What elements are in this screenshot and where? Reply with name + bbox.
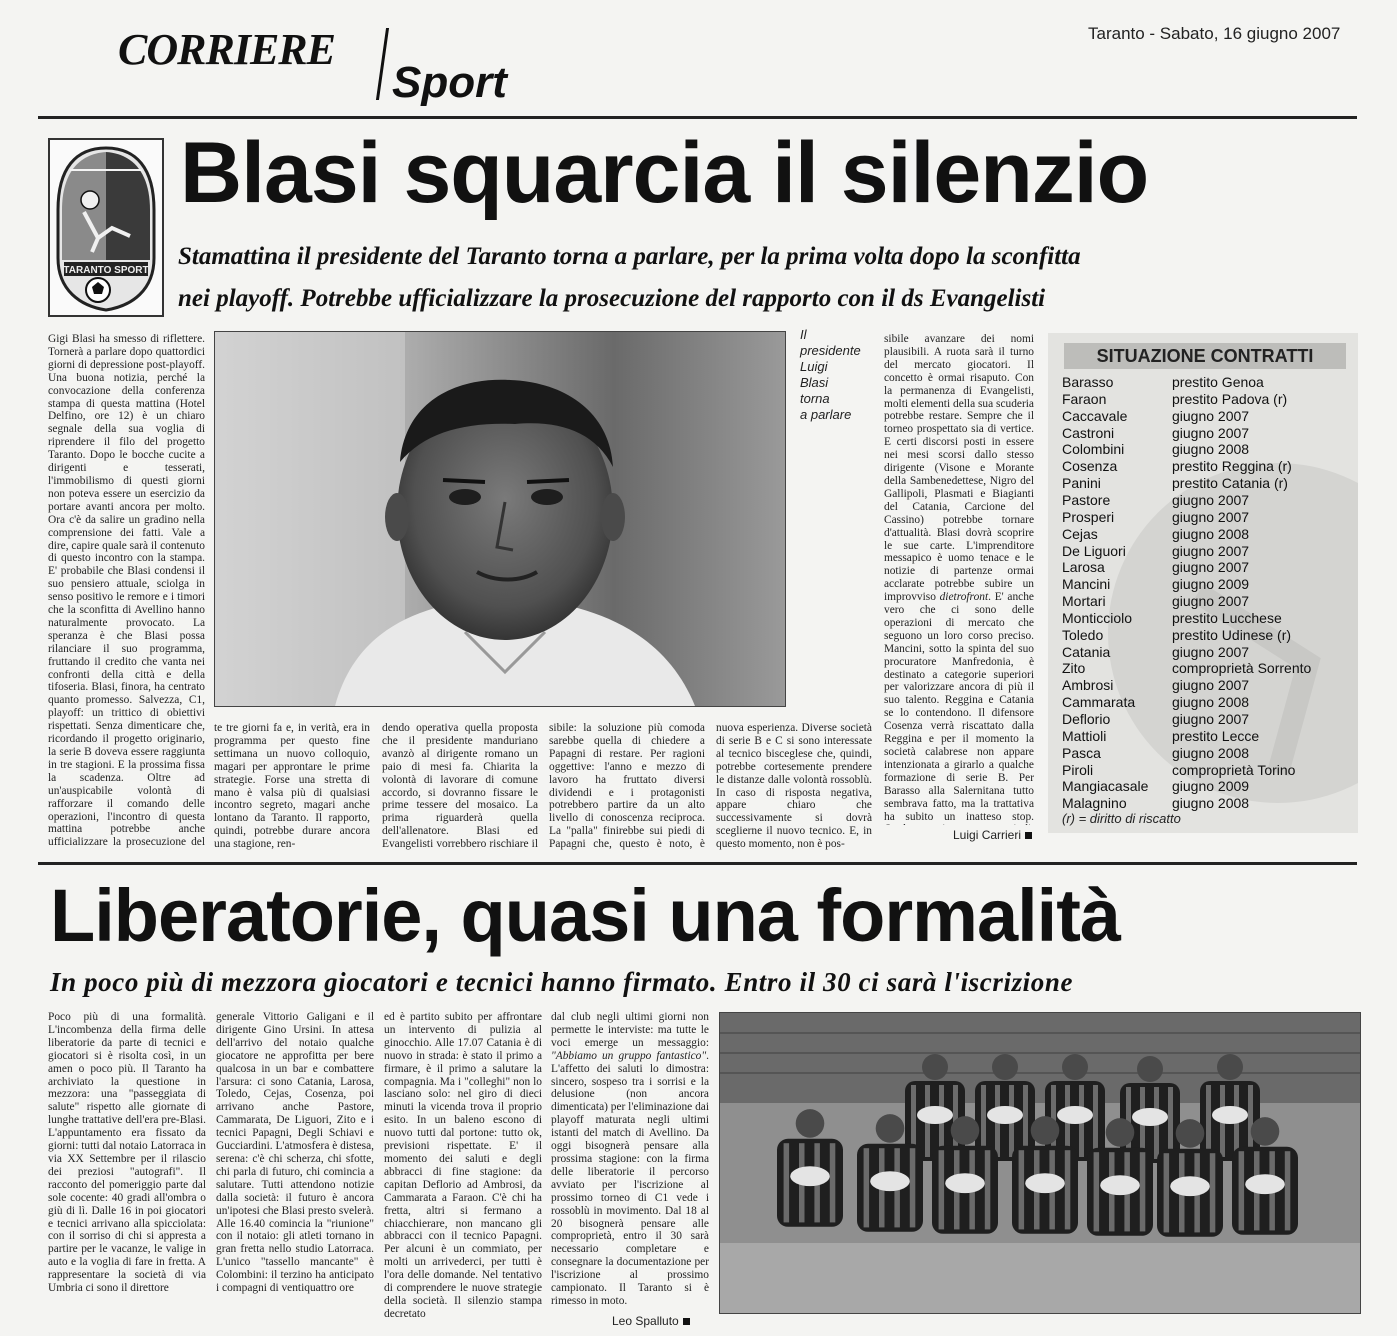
contract-status: giugno 2007 [1172, 542, 1250, 559]
contract-row [1062, 745, 1352, 762]
contract-status: giugno 2009 [1172, 576, 1250, 593]
contract-status: giugno 2008 [1172, 694, 1250, 711]
contract-row [1062, 694, 1352, 711]
byline-article1: Luigi Carrieri [953, 828, 1032, 842]
article1-column-4-text: sibile: la soluzione più comoda sarebbe quella di chiedere a Papagni di restare. Per ragioni oggettive: l'anno e mezzo di lavoro ha fruttato diversi dividendi e i protagonisti potrebbero partire da un alto livello di conoscenza reciproca. La "palla" finirebbe sui piedi di Papagni che, questo è noto, è [549, 722, 705, 850]
article2-column-4-text: dal club negli ultimi giorni non permette le interviste: ma tutte le voci emerge un messaggio: "Abbiamo un gruppo fantastico". L'affetto dei saluti lo dimostra: sincero, sospeso tra i sorrisi e la delusione (non ancora dimenticata) per l'eliminazione dai playoff maturata negli ultimi istanti del match di Avellino. Da oggi bisognerà pensare alla prossima stagione: con la firma delle liberatorie il percorso avviato per l'iscrizione al prossimo torneo di C1 vede i rossoblù in movimento. Dal 18 al 20 bisognerà pensare alle comproprietà, entro il 30 sarà necessario completare e consegnare la documentazione per l'iscrizione al prossimo campionato. Il Taranto si è rimesso in moto. [551, 1011, 709, 1307]
contract-row [1062, 627, 1352, 644]
contract-status: comproprietà Torino [1172, 761, 1296, 778]
article1-column-2 [214, 722, 370, 850]
contract-status: giugno 2007 [1172, 593, 1250, 610]
contract-status: prestito Padova (r) [1172, 390, 1288, 407]
contract-status: giugno 2007 [1172, 559, 1250, 576]
player-name: Deflorio [1062, 711, 1111, 727]
player-name: Larosa [1062, 559, 1105, 576]
article1-column-5-text: nuova esperienza. Diverse società di serie B e C si sono interessate al tecnico bisceglese che, quindi, potrebbe cortesemente prendere le distanze dalle volontà rossoblù. In caso di risposta negativa, appare chiaro che successivamente si dovrà sceglierne il nuovo tecnico. E, in questo momento, non è pos- [716, 722, 872, 850]
contract-row [1062, 644, 1352, 661]
player-name: Cammarata [1062, 694, 1136, 711]
contract-row [1062, 492, 1352, 509]
caption-line: Il [800, 327, 807, 342]
contract-row [1062, 458, 1352, 475]
contract-row [1062, 593, 1352, 610]
caption-line: torna [800, 391, 830, 406]
contract-status: giugno 2007 [1172, 508, 1250, 525]
contract-row [1062, 408, 1352, 425]
caption-line: Blasi [800, 375, 829, 390]
president-photo [214, 331, 786, 707]
contract-status: prestito Lucchese [1172, 609, 1282, 626]
article2-column-1 [48, 1011, 206, 1333]
contract-status: prestito Lecce [1172, 727, 1260, 744]
contract-row [1062, 728, 1352, 745]
contract-status: giugno 2008 [1172, 795, 1250, 812]
player-name: Catania [1062, 643, 1111, 660]
contract-status: giugno 2008 [1172, 441, 1250, 458]
crest-icon [50, 140, 162, 315]
article1-column-1 [48, 333, 205, 848]
contract-row [1062, 762, 1352, 779]
contract-row [1062, 660, 1352, 677]
contract-status: comproprietà Sorrento [1172, 660, 1312, 677]
article1-column-3 [382, 722, 538, 850]
section-rule [38, 862, 1357, 865]
byline-article2: Leo Spalluto [612, 1314, 690, 1328]
end-mark-icon [1025, 832, 1032, 839]
player-name: Ambrosi [1062, 677, 1114, 694]
contract-status: giugno 2007 [1172, 711, 1250, 727]
article2-column-2-text: generale Vittorio Galigani e il dirigente Gino Ursini. In attesa dell'arrivo del notaio qualche giocatore ne approfitta per bere qualcosa in un bar e combattere l'arsura: ci sono Catania, Larosa, Toledo, Cejas, Cosenza, poi arrivano anche Pastore, Cammarata, De Liguori, Zito e i tecnici Papagni, Degli Schiavi e Gucciardini. L'atmosfera è distesa, serena: c'è chi scherza, chi sfotte, chi parla di futuro, chi comincia a salutare. Tutti attendono notizie dalla società: il futuro è ancora un'ipotesi che Blasi presto svelerà. Alle 16.40 comincia la "riunione" con il notaio: gli atleti tornano in gran fretta nello studio Latorraca. L'unico "tassello mancante" è Colombini: il terzino ha anticipato i compagni di ventiquattro ore [216, 1011, 374, 1295]
contract-status: prestito Udinese (r) [1172, 626, 1292, 643]
contract-row [1062, 526, 1352, 543]
player-name: Colombini [1062, 441, 1125, 458]
contract-status: prestito Catania (r) [1172, 475, 1288, 492]
contract-status: giugno 2009 [1172, 778, 1250, 795]
article1-column-5 [716, 722, 872, 850]
contract-row [1062, 475, 1352, 492]
contract-row [1062, 391, 1352, 408]
player-name: Cejas [1062, 525, 1098, 542]
deck-line-1: Stamattina il presidente del Taranto torna a parlare, per la prima volta dopo la sconfitta [178, 243, 1081, 270]
contract-row [1062, 711, 1352, 728]
contract-row [1062, 441, 1352, 458]
contract-status: prestito Reggina (r) [1172, 458, 1292, 475]
article1-column-3-text: dendo operativa quella proposta che il presidente manduriano avanzò al dirigente romano un paio di mesi fa. Chiarita la volontà di lavorare di comune accordo, si dovranno fissare le prime tessere del mosaico. La prima riguarderà quella dell'allenatore. Blasi ed Evangelisti vorrebbero rischiare il [382, 722, 538, 850]
player-name: Faraon [1062, 390, 1107, 407]
contracts-box [1048, 333, 1358, 833]
player-name: Pasca [1062, 744, 1101, 761]
team-crest-logo [48, 138, 164, 317]
contract-row [1062, 543, 1352, 560]
player-name: Piroli [1062, 761, 1094, 778]
contract-row [1062, 576, 1352, 593]
headline-second: Liberatorie, quasi una formalità [50, 874, 1121, 957]
player-name: Mortari [1062, 593, 1106, 610]
contract-row [1062, 778, 1352, 795]
photo-caption [800, 327, 875, 423]
section-title: Sport [392, 58, 507, 107]
deck-line-2: nei playoff. Potrebbe ufficializzare la prosecuzione del rapporto con il ds Evangelisti [178, 285, 1046, 312]
article2-column-3 [384, 1011, 542, 1333]
player-name: Prosperi [1062, 508, 1115, 525]
contract-status: giugno 2007 [1172, 677, 1250, 694]
article1-column-1-text: Gigi Blasi ha smesso di riflettere. Tornerà a parlare dopo quattordici giorni di depressione post-playoff. Una buona notizia, perché la convocazione della conferenza stampa di questa mattina (Hotel Delfino, ore 12) è un chiaro segnale della sua voglia di riprendere il filo del progetto Taranto. Dopo le bocche cucite a dirigenti e tesserati, l'immobilismo di questi giorni non poteva essere un esercizio da portare avanti ancora per molto. Ora c'è da salire un gradino nella comprensione dei fatti. Vale a dire, capire quale sarà il contenuto di questo incontro con la stampa. E' probabile che Blasi condensi il suo pensiero attuale, sciolga in senso positivo le remore e i timori che la sconfitta di Avellino hanno naturalmente provocato. La speranza è che Blasi possa rilanciare il suo programma, fruttando il credito che vanta nei confronti della città e della tifoseria. Blasi, finora, ha centrato quanto promesso. Salvezza, C1, playoff: un trittico di obiettivi rispettati. Senza dimenticare che, ricordando il progetto originario, la serie B doveva essere raggiunta in tre stagioni. E la prossima fissa la scadenza. Oltre ad un'auspicabile volontà di rafforzare il comando delle operazioni, l'incontro di questa mattina potrebbe anche ufficializzare la prosecuzione del [48, 333, 205, 848]
article2-column-3-text: ed è partito subito per affrontare un intervento di pulizia al ginocchio. Alle 17.07 Catania è di nuovo in strada: è stato il primo a firmare, è il primo a salutare la compagnia. Ma i "colleghi" non lo lasciano solo: nel giro di dieci minuti la vicenda trova il proprio esito. In un baleno escono di nuovo tutti dal portone: tutto ok, previsioni rispettate. E' il momento dei saluti e degli abbracci di fine stagione: da capitan Deflorio ad Ambrosi, da Cammarata a Faraon. C'è chi ha fretta, altri si fermano a chiacchierare, non mancano gli abbracci con il tecnico Papagni. Per alcuni è un commiato, per molti un arrivederci, per tutti è l'ora delle domande. Nel tentativo di comprendere le nuove strategie della società. Il silenzio stampa decretato [384, 1011, 542, 1320]
caption-line: a parlare [800, 407, 852, 422]
contract-status: giugno 2007 [1172, 491, 1250, 508]
contract-row [1062, 374, 1352, 391]
article2-column-4 [551, 1011, 709, 1311]
contract-status: giugno 2008 [1172, 525, 1250, 542]
player-name: Monticciolo [1062, 609, 1133, 626]
contract-row [1062, 610, 1352, 627]
masthead-logo: CORRIERE [118, 25, 335, 74]
contracts-note: (r) = diritto di riscatto [1062, 811, 1181, 826]
player-name: Mancini [1062, 576, 1111, 593]
article1-column-6-text: sibile avanzare dei nomi plausibili. A ruota sarà il turno del mercato giocatori. Il concetto è ormai risaputo. Con la permanenza di Evangelisti, molti elementi della sua scuderia potrebbe restare. Sempre che il torneo prospettato sia di vertice. E certi discorsi posti in essere nei mesi scorsi dallo stesso dirigente (Visone e Morante della Sambenedettese, Nigro del Gallipoli, Plasmati e Biagianti del Catania, Carcione del Cassino) potrebbe tornare d'attualità. Blasi dovrà scoprire le sue carte. L'imprenditore messapico è uomo tenace e le notizie di partenze ormai acclarate potrebbe subire un improvviso dietrofront. E' anche vero che ci sono delle operazioni di mercato che seguono un loro corso preciso. Mancini, sotto la spinta del suo procuratore Manfredonia, è destinato a categorie superiori per valorizzare ancora di più il suo talento. Reggina e Catania se lo contendono. Il difensore Cosenza verrà riscattato dalla Reggina e per il momento la società calabrese non appare intenzionata a girarlo a qualche formazione di serie B. Per Barasso alla Salernitana tutto sembrava fatto, ma la trattativa ha subito un inatteso stop. [884, 333, 1034, 823]
contract-row [1062, 559, 1352, 576]
article1-column-4 [549, 722, 705, 850]
player-name: Malagnino [1062, 795, 1127, 812]
player-name: Cosenza [1062, 458, 1118, 475]
player-name: Toledo [1062, 626, 1104, 643]
player-name: Barasso [1062, 374, 1114, 390]
player-name: Mattioli [1062, 727, 1107, 744]
dateline: Taranto - Sabato, 16 giugno 2007 [1088, 24, 1341, 43]
player-name: Mangiacasale [1062, 778, 1149, 795]
player-name: Pastore [1062, 491, 1111, 508]
contract-row [1062, 425, 1352, 442]
caption-line: presidente [800, 343, 861, 358]
article1-column-6 [884, 333, 1034, 825]
article2-column-1-text: Poco più di una formalità. L'incombenza della firma delle liberatorie da parte di tecnici e giocatori si è risolta così, in un amen o poco più. Il Taranto ha archiviato la questione in mezzora: una "passeggiata di salute" rispetto alle giornate di lunghe trattative dell'era pre-Blasi. L'appuntamento era fissato da giorni: tutti dal notaio Latorraca in via XX Settembre per il rilascio dei preziosi "autografi". Il racconto del pomeriggio parte dal sole cocente: 40 gradi all'ombra o giù di lì. Dalle 16 in poi giocatori e tecnici arrivano alla spicciolata: con il sorriso di chi si appresta a partire per le vacanze, le valige in auto e la voglia di fare in fretta. A rappresentare la società di via Umbria ci sono il direttore [48, 1011, 206, 1295]
player-name: De Liguori [1062, 542, 1126, 559]
contracts-title: SITUAZIONE CONTRATTI [1064, 343, 1346, 369]
contract-row [1062, 795, 1352, 812]
contract-status: prestito Genoa [1172, 374, 1264, 390]
team-photo [719, 1012, 1361, 1314]
article1-column-2-text: te tre giorni fa e, in verità, era in programma per questo fine settimana un nuovo colloquio, magari per approntare le prime strategie. Forse una stretta di mano è valsa più di qualsiasi incontro segreto, magari anche lontano da Taranto. Il rapporto, quindi, potrebbe durare ancora una stagione, ren- [214, 722, 370, 850]
headline-main: Blasi squarcia il silenzio [180, 125, 1149, 221]
article2-column-2 [216, 1011, 374, 1333]
contract-row [1062, 509, 1352, 526]
caption-line: Luigi [800, 359, 828, 374]
contract-status: giugno 2008 [1172, 744, 1250, 761]
player-name: Caccavale [1062, 407, 1128, 424]
contract-status: giugno 2007 [1172, 407, 1250, 424]
masthead-divider [376, 28, 389, 100]
contract-status: giugno 2007 [1172, 643, 1250, 660]
player-name: Panini [1062, 475, 1101, 492]
contract-status: giugno 2007 [1172, 424, 1250, 441]
player-name: Zito [1062, 660, 1086, 677]
player-name: Castroni [1062, 424, 1115, 441]
contract-row [1062, 677, 1352, 694]
end-mark-icon [683, 1318, 690, 1325]
deck-second: In poco più di mezzora giocatori e tecnici hanno firmato. Entro il 30 ci sarà l'iscrizione [50, 967, 1074, 997]
crest-text: TARANTO SPORT [63, 265, 149, 276]
